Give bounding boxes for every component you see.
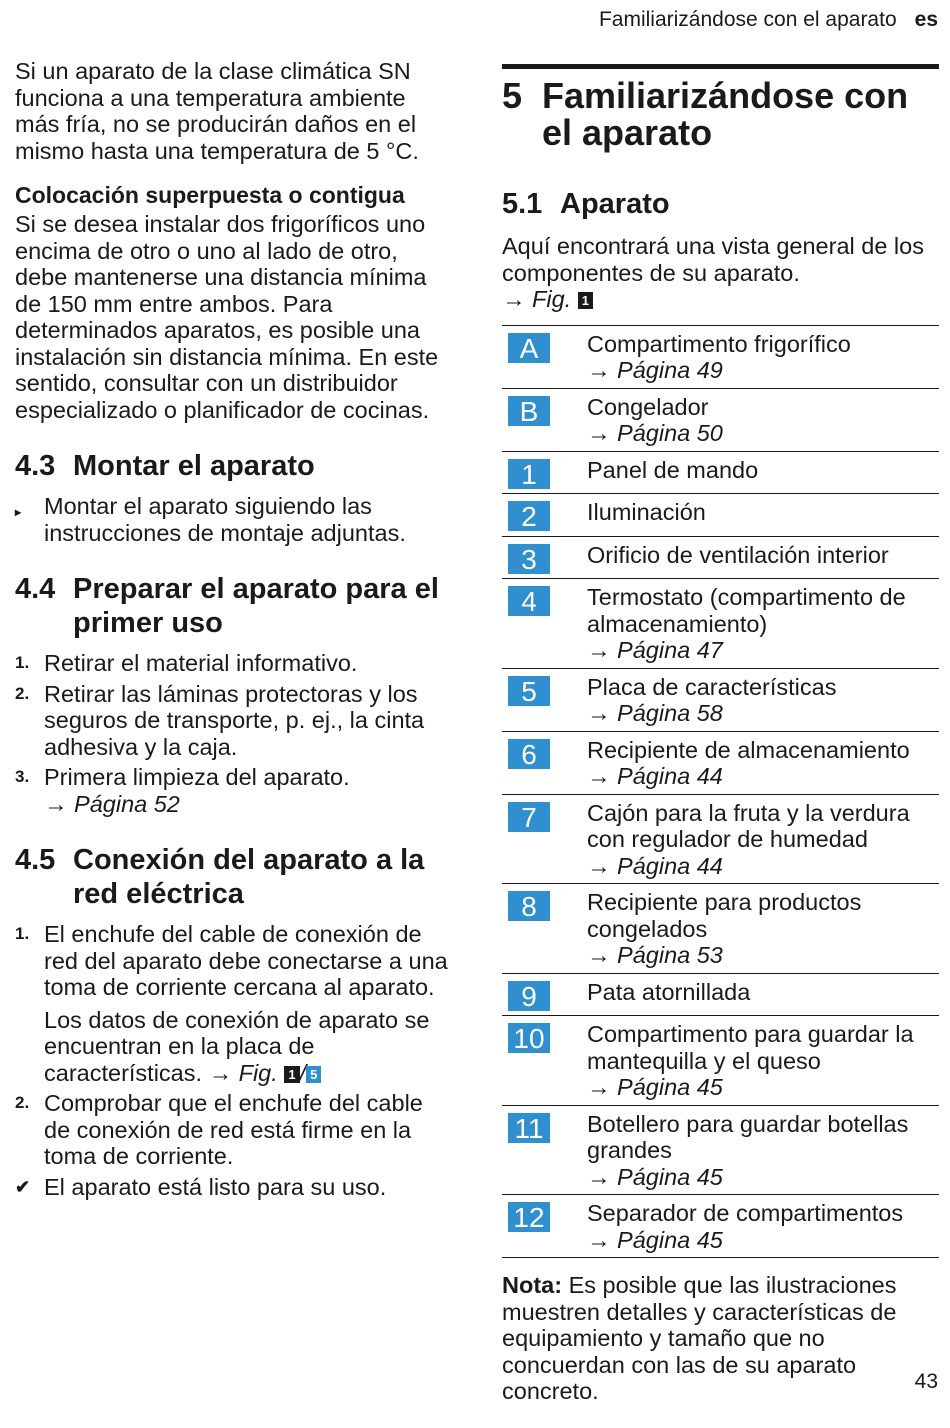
section-5-1-intro [502,233,939,313]
subheading-colocacion: Colocación superpuesta o contigua [15,182,405,208]
note-paragraph [502,1272,939,1405]
component-key-badge: 4 [508,586,550,616]
note-text: Es posible que las ilustraciones muestren detalles y características de equipamiento y tamaño que no concuerdan con las de su aparato concreto. [502,1272,897,1404]
section-number: 4.4 [15,573,56,605]
section-number: 4.3 [15,450,56,482]
section-5-1-heading [502,187,939,221]
component-key-cell [502,1195,587,1258]
component-key-cell [502,325,587,388]
section-title: Preparar el aparato para el primer uso [73,573,439,639]
component-desc-cell [587,388,939,451]
step-number: 3. [15,767,30,786]
component-row [502,325,939,388]
component-key-cell [502,579,587,669]
component-desc-cell [587,536,939,579]
figure-number-badge: 1 [578,292,593,309]
component-key-cell [502,451,587,494]
component-row [502,1195,939,1258]
step-number: 1. [15,653,30,672]
component-row [502,494,939,537]
intro-text: Aquí encontrará una vista general de los componentes de su aparato. [502,233,924,286]
component-key-cell [502,494,587,537]
component-row [502,668,939,731]
step-text: El enchufe del cable de conexión de red del aparato debe conectarse a una toma de corriente cercana al aparato. [44,921,448,1000]
component-desc-cell [587,325,939,388]
component-key-cell [502,1105,587,1195]
header-title: Familiarizándose con el aparato [598,8,897,31]
step-item [15,921,455,1001]
component-row [502,973,939,1016]
component-name: Orificio de ventilación interior [587,541,889,568]
component-row [502,884,939,974]
section-4-5-heading [15,843,455,911]
page-reference-link[interactable]: → Página 44 [587,852,723,879]
page-reference-link[interactable]: → Página 52 [44,790,180,817]
page-number: 43 [914,1370,938,1393]
paragraph-text: Los datos de conexión de aparato se encuentran en la placa de características. [44,1006,430,1086]
step-item [15,681,455,761]
figure-number-badge: 1 [284,1066,299,1083]
component-key-badge: 1 [508,459,550,489]
page-reference-link[interactable]: → Página 47 [587,637,723,663]
component-key-cell [502,731,587,794]
chapter-number: 5 [502,75,523,116]
component-key-cell [502,973,587,1016]
component-row [502,1105,939,1195]
component-name: Termostato (compartimento de almacenamiento) [587,584,906,637]
page-reference-link[interactable]: → Página 45 [587,1074,723,1100]
component-row [502,451,939,494]
component-key-cell [502,388,587,451]
list-item-text: Montar el aparato siguiendo las instrucciones de montaje adjuntas. [44,493,406,546]
component-desc-cell [587,451,939,494]
section-4-3-list [15,493,455,546]
step-number: 2. [15,683,30,703]
section-4-4-steps [15,650,455,817]
component-name: Congelador [587,393,709,420]
section-4-3-heading [15,449,455,483]
step-number: 2. [15,1093,30,1112]
component-key-badge: 7 [508,802,550,832]
step-item [15,650,455,677]
component-key-badge: 3 [508,544,550,574]
component-name: Pata atornillada [587,978,751,1005]
connection-data-paragraph [15,1007,455,1087]
page-reference-link[interactable]: → Página 53 [587,942,723,968]
component-desc-cell [587,794,939,884]
component-key-cell [502,884,587,974]
colocacion-paragraph: Si se desea instalar dos frigoríficos uno encima de otro o uno al lado de otro, debe mantenerse una distancia mínima de 150 mm entre ambos. Para determinados aparatos, es posible una instalación sin distancia mínima. En este sentido, consultar con un distribuidor especializado o planificador de cocinas. [15,211,439,423]
component-desc-cell [587,973,939,1016]
component-desc-cell [587,731,939,794]
step-text: Primera limpieza del aparato. [44,764,350,790]
component-key-badge: 5 [508,676,550,706]
step-number: 1. [15,924,30,943]
step-item [15,764,455,817]
page-reference-link[interactable]: → Página 58 [587,700,723,726]
step-text: Retirar las láminas protectoras y los seguros de transporte, p. ej., la cinta adhesiva y la caja. [44,680,425,760]
page-reference-link[interactable]: → Página 45 [587,1226,723,1253]
component-key-badge: 6 [508,739,550,769]
result-item [15,1174,455,1201]
page-reference-link[interactable]: → Página 45 [587,1163,723,1190]
section-title: Aparato [560,188,670,220]
step-item [15,1090,455,1170]
figure-reference-link[interactable] [502,286,593,312]
component-key-badge: 9 [508,981,550,1011]
component-desc-cell [587,1016,939,1106]
chapter-title: Familiarizándose con el aparato [542,75,909,153]
component-key-cell [502,536,587,579]
component-key-badge: B [508,396,550,426]
component-row [502,536,939,579]
figure-item-badge: 5 [306,1066,321,1083]
component-key-badge: A [508,333,550,363]
chapter-rule [502,64,939,69]
component-name: Separador de compartimentos [587,1200,904,1226]
component-desc-cell [587,884,939,974]
component-key-badge: 12 [508,1202,550,1232]
note-label: Nota: [502,1272,563,1298]
component-name: Recipiente para productos congelados [587,889,862,942]
page-reference-link[interactable]: → Página 49 [587,357,723,383]
component-key-badge: 2 [508,501,550,531]
component-name: Botellero para guardar botellas grandes [587,1110,909,1163]
component-row [502,579,939,669]
component-name: Compartimento frigorífico [587,330,851,357]
components-table [502,325,939,1259]
section-number: 5.1 [502,188,543,220]
page-reference-link[interactable]: → Página 44 [587,763,723,789]
checkmark-icon: ✔ [15,1176,31,1197]
component-desc-cell [587,494,939,537]
component-name: Recipiente de almacenamiento [587,736,910,763]
component-row [502,731,939,794]
component-row [502,794,939,884]
component-key-badge: 8 [508,891,550,921]
component-key-cell [502,794,587,884]
component-row [502,1016,939,1106]
component-key-badge: 10 [508,1023,550,1053]
component-key-cell [502,1016,587,1106]
section-4-4-heading [15,572,455,640]
section-4-5-steps-cont [15,1090,455,1200]
section-4-5-steps [15,921,455,1001]
list-item [15,493,455,546]
intro-paragraph: Si un aparato de la clase climática SN funciona a una temperatura ambiente más fría, no se producirán daños en el mismo hasta una temperatura de 5 °C. [15,58,419,164]
section-title: Conexión del aparato a la red eléctrica [73,844,425,910]
component-name: Cajón para la fruta y la verdura con regulador de humedad [587,799,910,852]
component-desc-cell [587,1195,939,1258]
component-desc-cell [587,668,939,731]
component-name: Placa de características [587,673,837,700]
page-reference-link[interactable]: → Página 50 [587,420,723,446]
component-name: Iluminación [587,499,706,525]
component-row [502,388,939,451]
bullet-triangle-icon: ▸ [15,505,22,519]
section-title: Montar el aparato [73,450,315,482]
component-key-cell [502,668,587,731]
language-code: es [914,8,938,31]
running-header [599,8,938,32]
component-name: Panel de mando [587,456,759,483]
component-desc-cell [587,579,939,669]
figure-reference-link[interactable] [209,1060,322,1086]
step-text: Comprobar que el enchufe del cable de conexión de red está firme en la toma de corriente. [44,1090,423,1169]
step-text: Retirar el material informativo. [44,650,358,676]
section-number: 4.5 [15,844,56,876]
component-name: Compartimento para guardar la mantequilla y el queso [587,1021,914,1074]
result-text: El aparato está listo para su uso. [44,1173,387,1200]
component-desc-cell [587,1105,939,1195]
left-column [15,58,455,1204]
right-column [502,58,939,1428]
chapter-5-heading [502,77,939,151]
component-key-badge: 11 [508,1113,550,1143]
figure-ref-label: → Fig. [208,1059,278,1086]
figure-ref-label: → Fig. [502,286,572,312]
figure-separator: / [299,1059,307,1086]
